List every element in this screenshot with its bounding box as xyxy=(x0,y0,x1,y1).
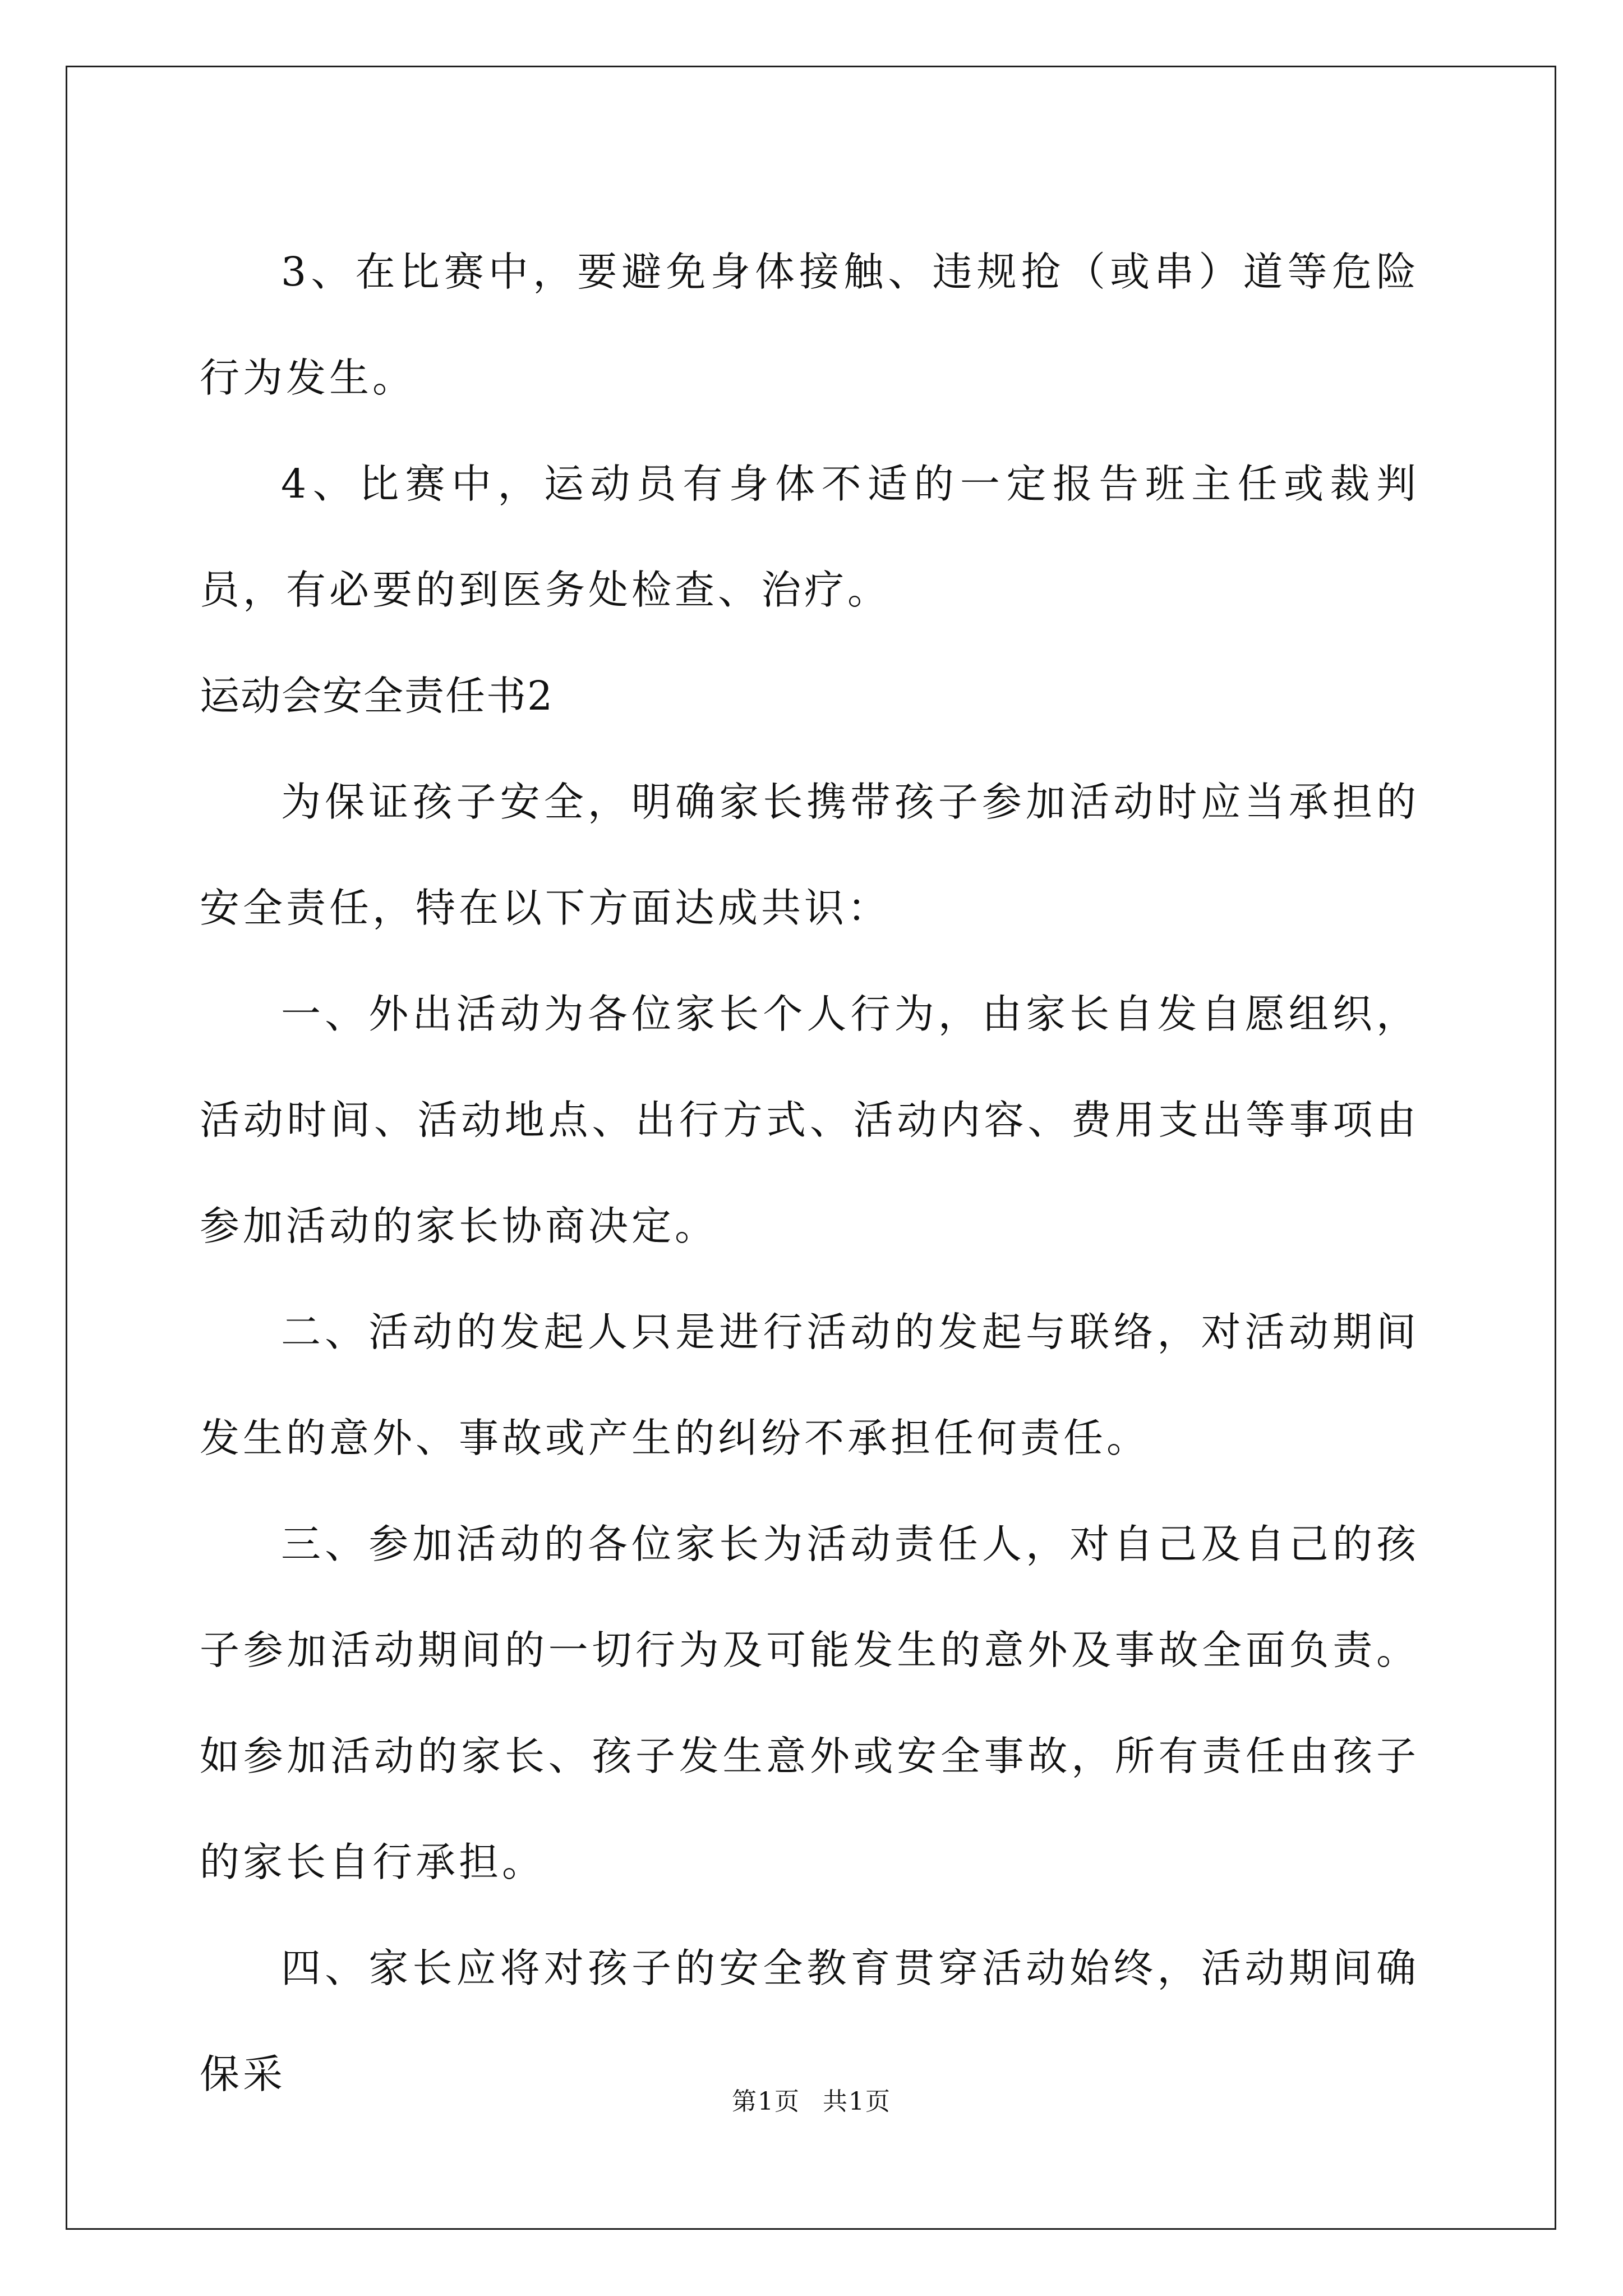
paragraph-item-4: 四、家长应将对孩子的安全教育贯穿活动始终，活动期间确保采 xyxy=(200,1945,1419,2097)
section-heading: 运动会安全责任书2 xyxy=(200,673,554,719)
page-number-total: 共1页 xyxy=(823,2087,891,2116)
paragraph-item-2: 二、活动的发起人只是进行活动的发起与联络，对活动期间发生的意外、事故或产生的纠纷不承担任何责任。 xyxy=(200,1309,1419,1461)
paragraph-rule-3: 3、在比赛中，要避免身体接触、违规抢（或串）道等危险行为发生。 xyxy=(200,249,1419,401)
document-body xyxy=(200,219,1419,2127)
page-footer xyxy=(0,2081,1623,2117)
page-number-current: 第1页 xyxy=(732,2087,800,2116)
paragraph-rule-4: 4、比赛中，运动员有身体不适的一定报告班主任或裁判员，有必要的到医务处检查、治疗。 xyxy=(200,461,1419,613)
paragraph-item-3: 三、参加活动的各位家长为活动责任人，对自己及自己的孩子参加活动期间的一切行为及可能发生的意外及事故全面负责。如参加活动的家长、孩子发生意外或安全事故，所有责任由孩子的家长自行承担。 xyxy=(200,1521,1419,1885)
paragraph-intro: 为保证孩子安全，明确家长携带孩子参加活动时应当承担的安全责任，特在以下方面达成共识： xyxy=(200,779,1419,931)
paragraph-item-1: 一、外出活动为各位家长个人行为，由家长自发自愿组织，活动时间、活动地点、出行方式、活动内容、费用支出等事项由参加活动的家长协商决定。 xyxy=(200,991,1419,1249)
